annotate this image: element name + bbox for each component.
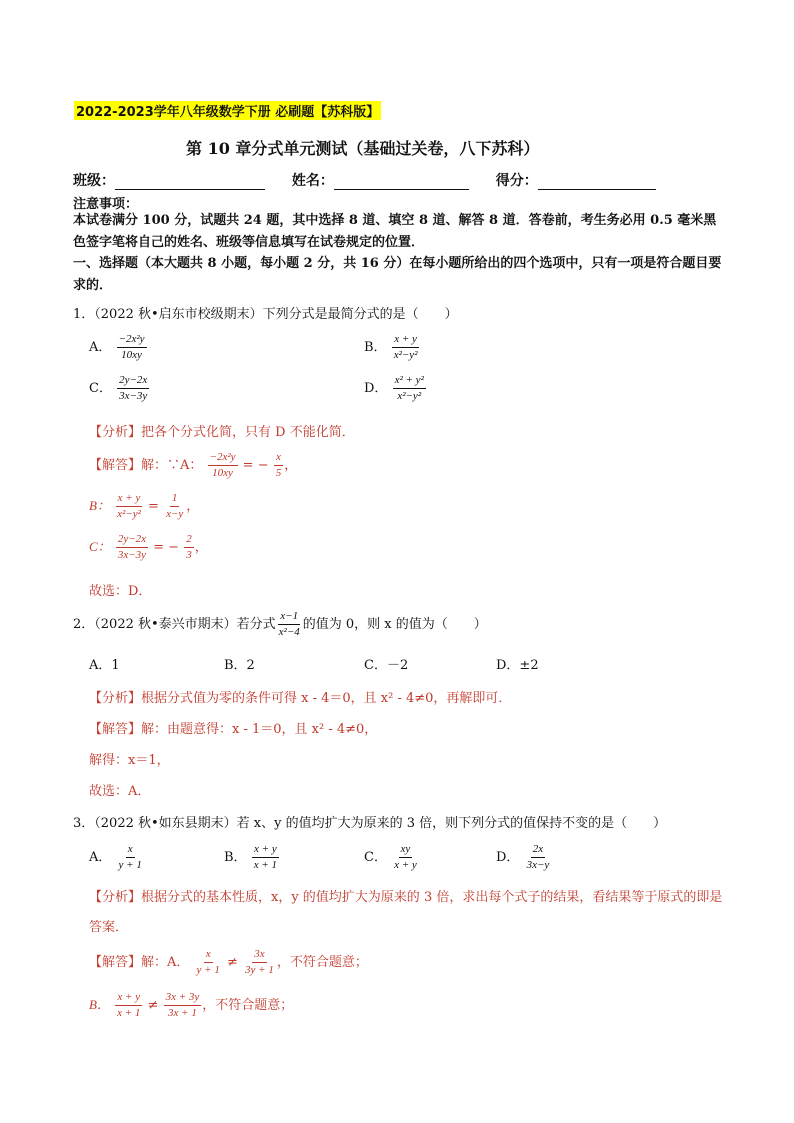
name-label: 姓名： [291, 173, 334, 189]
fraction: $\frac{3x}{3y + 1}$ [245, 948, 274, 976]
q1-option-c[interactable] [89, 374, 150, 403]
fraction: $\frac{xy}{x + y}$ [394, 843, 417, 871]
fraction: $\frac{\text{−2x²y}}{10xy}$ [209, 451, 236, 479]
notice-title: 注意事项： [73, 197, 139, 212]
q2-option-c[interactable]: C．－2 [364, 658, 409, 673]
option-label: D． [496, 850, 520, 865]
info-line [73, 170, 656, 190]
q2-option-d[interactable]: D．±2 [496, 658, 539, 673]
answer-label: B： [89, 498, 110, 513]
punctuation: ， [186, 499, 200, 514]
answer-label: C： [89, 539, 111, 554]
not-equal-sign: ≠ [147, 998, 159, 1013]
q3-answer-a [89, 948, 368, 977]
fraction: $\frac{x + y}{\text{x²−y²}}$ [393, 333, 418, 361]
fraction: $\frac{2y-2x}{3x-3y}$ [119, 374, 148, 402]
option-label: D． [364, 381, 388, 396]
q2-stem [73, 610, 487, 639]
q2-option-a[interactable]: A．1 [89, 658, 120, 673]
answer-tail: ，不符合题意； [202, 998, 294, 1013]
q2-analysis: 【分析】根据分式值为零的条件可得 x - 4＝0，且 x² - 4≠0，再解即可． [89, 691, 512, 706]
fraction: $\frac{2y-2x}{3x-3y}$ [117, 533, 146, 561]
q1-answer-a [89, 451, 297, 480]
answer-tail: ，不符合题意； [276, 955, 368, 970]
answer-label: B． [89, 997, 110, 1012]
fraction: $\frac{\text{x² + y²}}{\text{x²−y²}}$ [394, 374, 424, 402]
not-equal-sign: ≠ [226, 955, 238, 970]
q2-choose: 故选：A． [89, 784, 151, 799]
answer-prefix: 【解答】解：∵A： [89, 458, 203, 473]
q3-option-b[interactable] [224, 843, 280, 872]
fraction: $\frac{x}{y + 1}$ [196, 948, 220, 976]
q3-option-a[interactable] [89, 843, 145, 872]
stem-text: 的值为 0，则 x 的值为（ ） [302, 617, 487, 632]
fraction: $\frac{x}{y + 1}$ [118, 843, 142, 871]
answer-prefix: 【解答】解：A． [89, 955, 190, 970]
q1-analysis: 【分析】把各个分式化简，只有 D 不能化简． [89, 425, 355, 440]
q2-answer: 【解答】解：由题意得：x - 1＝0，且 x² - 4≠0， [89, 722, 378, 737]
fraction: $\frac{x-1}{\text{x²−4}}$ [278, 610, 300, 638]
punctuation: ， [284, 458, 298, 473]
fraction: $\frac{\text{−2x²y}}{10xy}$ [118, 333, 145, 361]
fraction: $\frac{x + y}{x + 1}$ [253, 843, 278, 871]
option-label: A． [89, 340, 112, 355]
punctuation: ， [194, 540, 208, 555]
q3-answer-b [89, 991, 293, 1020]
option-label: A． [89, 850, 112, 865]
fraction: $\frac{1}{x-y}$ [166, 492, 184, 520]
q3-option-d[interactable] [496, 843, 552, 872]
name-blank[interactable] [334, 175, 469, 190]
q1-answer-c [89, 533, 208, 562]
q1-option-a[interactable] [89, 333, 148, 362]
class-blank[interactable] [115, 175, 265, 190]
q3-analysis: 【分析】根据分式的基本性质，x，y 的值均扩大为原来的 3 倍，求出每个式子的结果，看结果等于原式的即是答案． [89, 890, 723, 935]
notice-body: 本试卷满分 100 分，试题共 24 题，其中选择 8 道、填空 8 道、解答 8 道．答卷前，考生务必用 0.5 毫米黑色签字笔将自己的姓名、班级等信息填写在试卷规定的位置． [73, 213, 717, 250]
equals-sign: = − [242, 458, 269, 473]
q2-solve: 解得：x＝1， [89, 753, 170, 768]
equals-sign: = [148, 499, 159, 514]
q1-choose: 故选：D． [89, 584, 152, 599]
fraction: $\frac{3x + 3y}{3x + 1}$ [165, 991, 200, 1019]
section-heading: 一、选择题（本大题共 8 小题，每小题 2 分，共 16 分）在每小题所给出的四个选项中，只有一项是符合题目要求的． [73, 256, 722, 293]
fraction: $\frac{x + y}{\text{x²−y²}}$ [117, 492, 141, 520]
header-badge: 2022-2023学年八年级数学下册 必刷题【苏科版】 [74, 101, 381, 120]
fraction: $\frac{2x}{3x-y}$ [526, 843, 550, 871]
fraction: $\frac{2}{3}$ [186, 533, 192, 561]
q1-option-d[interactable] [364, 374, 427, 403]
fraction: $\frac{x}{5}$ [275, 451, 282, 479]
class-label: 班级： [73, 173, 115, 189]
fraction: $\frac{x + y}{x + 1}$ [117, 991, 141, 1019]
q2-option-b[interactable]: B．2 [224, 658, 255, 673]
equals-sign: = − [153, 540, 180, 555]
option-label: C． [364, 850, 387, 865]
q1-stem: 1．（2022 秋•启东市校级期末）下列分式是最简分式的是（ ） [73, 307, 458, 322]
stem-text: 2．（2022 秋•泰兴市期末）若分式 [73, 617, 276, 632]
page-title: 第 10 章分式单元测试（基础过关卷，八下苏科） [186, 139, 540, 158]
option-label: B． [224, 850, 247, 865]
q3-option-c[interactable] [364, 843, 420, 872]
option-label: C． [89, 381, 112, 396]
q1-answer-b [89, 492, 199, 521]
score-label: 得分： [495, 173, 538, 189]
score-blank[interactable] [538, 175, 656, 190]
q1-option-b[interactable] [364, 333, 421, 362]
q3-stem: 3．（2022 秋•如东县期末）若 x、y 的值均扩大为原来的 3 倍，则下列分式的值保持不变的是（ ） [73, 816, 667, 831]
option-label: B． [364, 340, 387, 355]
